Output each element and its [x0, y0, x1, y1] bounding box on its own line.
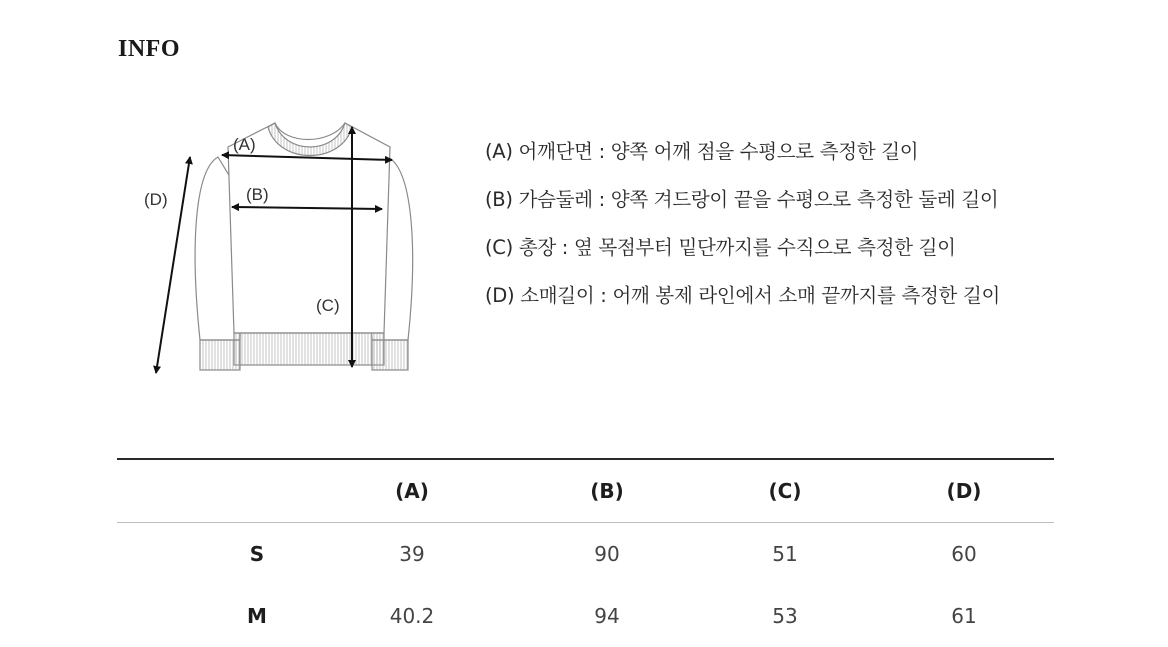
- header-cell-b: (B): [590, 479, 624, 503]
- value-b: 90: [594, 542, 620, 566]
- value-c: 53: [772, 604, 798, 628]
- label-d: (D): [144, 190, 168, 209]
- value-d: 60: [951, 542, 977, 566]
- label-b: (B): [246, 185, 269, 204]
- table-row: [117, 523, 1054, 585]
- label-a: (A): [233, 135, 256, 154]
- description-d: (D) 소매길이 : 어깨 봉제 라인에서 소매 끝까지를 측정한 길이: [485, 284, 1001, 307]
- measurement-descriptions: [485, 140, 1000, 332]
- header-cell-a: (A): [395, 479, 429, 503]
- description-c: (C) 총장 : 옆 목점부터 밑단까지를 수직으로 측정한 길이: [485, 236, 956, 259]
- value-a: 40.2: [389, 604, 435, 628]
- page-title: INFO: [118, 36, 180, 62]
- value-c: 51: [772, 542, 798, 566]
- size-label: S: [249, 542, 265, 566]
- value-a: 39: [399, 542, 425, 566]
- header-cell-size: [197, 460, 317, 522]
- description-b: (B) 가슴둘레 : 양쪽 겨드랑이 끝을 수평으로 측정한 둘레 길이: [485, 188, 999, 211]
- size-label: M: [247, 604, 267, 628]
- header-cell-c: (C): [768, 479, 802, 503]
- size-table: [117, 458, 1054, 647]
- label-c: (C): [316, 296, 340, 315]
- value-b: 94: [594, 604, 620, 628]
- description-a: (A) 어깨단면 : 양쪽 어깨 점을 수평으로 측정한 길이: [485, 140, 919, 163]
- table-row: [117, 585, 1054, 647]
- table-header-row: [117, 460, 1054, 522]
- value-d: 61: [951, 604, 977, 628]
- header-cell-d: (D): [946, 479, 982, 503]
- sweater-measurement-diagram: [130, 105, 430, 390]
